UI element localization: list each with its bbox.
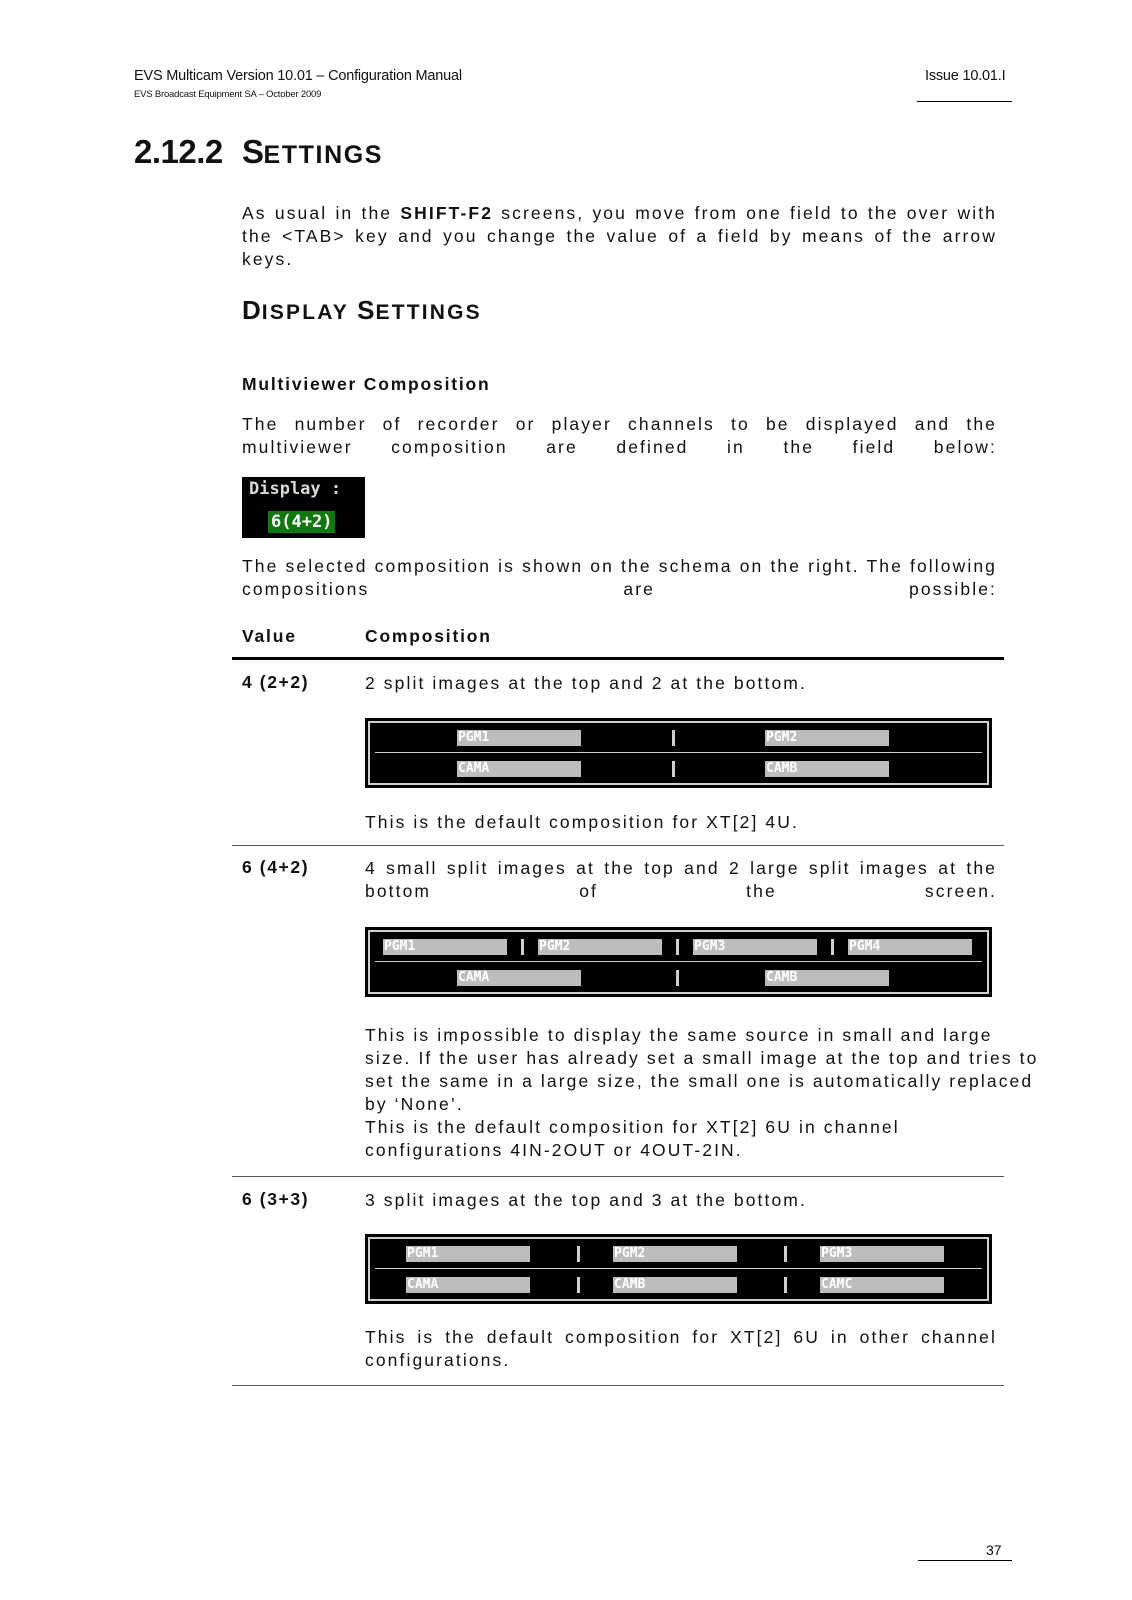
schema-separator — [672, 730, 675, 746]
schema-separator — [577, 1246, 580, 1262]
schema-label: PGM2 — [538, 939, 662, 955]
header-subtitle: EVS Broadcast Equipment SA – October 2009 — [134, 89, 322, 100]
schema-separator — [521, 939, 524, 955]
table-row-divider — [232, 1176, 1004, 1177]
section-title-initial: S — [242, 133, 264, 170]
display-field-label: Display : — [249, 479, 342, 499]
schema-separator — [784, 1246, 787, 1262]
schema-label: CAMB — [613, 1277, 737, 1293]
schema-separator — [676, 939, 679, 955]
note-line: set the same in a large size, the small one is automatically replaced — [365, 1071, 1034, 1091]
schema-separator — [831, 939, 834, 955]
subsection-w2-initial: S — [357, 295, 376, 325]
table-row-note: This is the default composition for XT[2] 6U in other channel configurations. — [365, 1327, 997, 1370]
schema-label: PGM2 — [613, 1246, 737, 1262]
header-issue: Issue 10.01.I — [925, 68, 1006, 84]
section-number: 2.12.2 — [134, 133, 223, 170]
subheading-multiviewer: Multiviewer Composition — [242, 374, 491, 394]
intro-text-2: screens, you move from one field to the over with the <TAB> key and you change the value of a field by means of the arrow keys. — [242, 203, 997, 269]
schema-separator — [577, 1277, 580, 1293]
header-rule — [917, 101, 1012, 102]
schema-label: CAMA — [457, 970, 581, 986]
schema-label: PGM3 — [693, 939, 817, 955]
schema-label: PGM1 — [383, 939, 507, 955]
note-line: This is impossible to display the same source in small and large — [365, 1025, 993, 1045]
display-field-screenshot — [242, 477, 365, 538]
table-bottom-rule — [232, 1385, 1004, 1386]
header-title: EVS Multicam Version 10.01 – Configuration Manual — [134, 68, 462, 84]
schema-label: PGM1 — [457, 730, 581, 746]
table-row-note — [365, 1024, 1039, 1162]
multiviewer-schema-3-3 — [365, 1234, 992, 1304]
schema-separator — [784, 1277, 787, 1293]
subsection-w1-initial: D — [242, 295, 262, 325]
schema-separator — [672, 761, 675, 777]
table-row-description: 4 small split images at the top and 2 large split images at the bottom of the screen. — [365, 858, 997, 901]
section-title-rest: ETTINGS — [263, 141, 384, 169]
intro-paragraph — [242, 202, 997, 271]
paragraph-channels: The number of recorder or player channels to be displayed and the multiviewer composition are defined in the field below: — [242, 414, 997, 457]
display-field-value: 6(4+2) — [268, 511, 335, 533]
paragraph-compositions: The selected composition is shown on the schema on the right. The following compositions are possible: — [242, 556, 997, 599]
intro-shortcut: SHIFT-F2 — [400, 203, 494, 223]
schema-label: PGM3 — [820, 1246, 944, 1262]
table-row-description: 3 split images at the top and 3 at the bottom. — [365, 1190, 807, 1210]
note-line: configurations 4IN-2OUT or 4OUT-2IN. — [365, 1140, 743, 1160]
schema-separator — [676, 970, 679, 986]
schema-label: CAMA — [457, 761, 581, 777]
note-line: by ‘None’. — [365, 1094, 464, 1114]
multiviewer-schema-2-2 — [365, 718, 992, 788]
table-header-rule — [232, 657, 1004, 660]
schema-label: CAMB — [765, 761, 889, 777]
note-line: size. If the user has already set a small image at the top and tries to — [365, 1048, 1039, 1068]
table-row-value: 4 (2+2) — [242, 672, 310, 692]
intro-text-1: As usual in the — [242, 203, 401, 223]
table-row-note: This is the default composition for XT[2] 4U. — [365, 812, 799, 832]
footer-rule — [918, 1560, 1012, 1561]
table-header-composition: Composition — [365, 626, 492, 646]
schema-label: CAMB — [765, 970, 889, 986]
schema-label: PGM2 — [765, 730, 889, 746]
table-header-value: Value — [242, 626, 297, 646]
subsection-w1-rest: ISPLAY — [261, 301, 349, 324]
section-heading — [134, 133, 383, 171]
table-row-divider — [232, 845, 1004, 846]
table-row-value: 6 (4+2) — [242, 857, 310, 877]
subsection-w2-rest: ETTINGS — [375, 301, 482, 324]
page-number: 37 — [986, 1542, 1002, 1558]
schema-label: CAMC — [820, 1277, 944, 1293]
schema-label: CAMA — [406, 1277, 530, 1293]
table-row-description: 2 split images at the top and 2 at the bottom. — [365, 673, 807, 693]
table-row-value: 6 (3+3) — [242, 1189, 310, 1209]
note-line: This is the default composition for XT[2] 6U in channel — [365, 1117, 900, 1137]
multiviewer-schema-4-2 — [365, 927, 992, 997]
schema-label: PGM4 — [848, 939, 972, 955]
schema-label: PGM1 — [406, 1246, 530, 1262]
subsection-heading — [242, 295, 482, 326]
